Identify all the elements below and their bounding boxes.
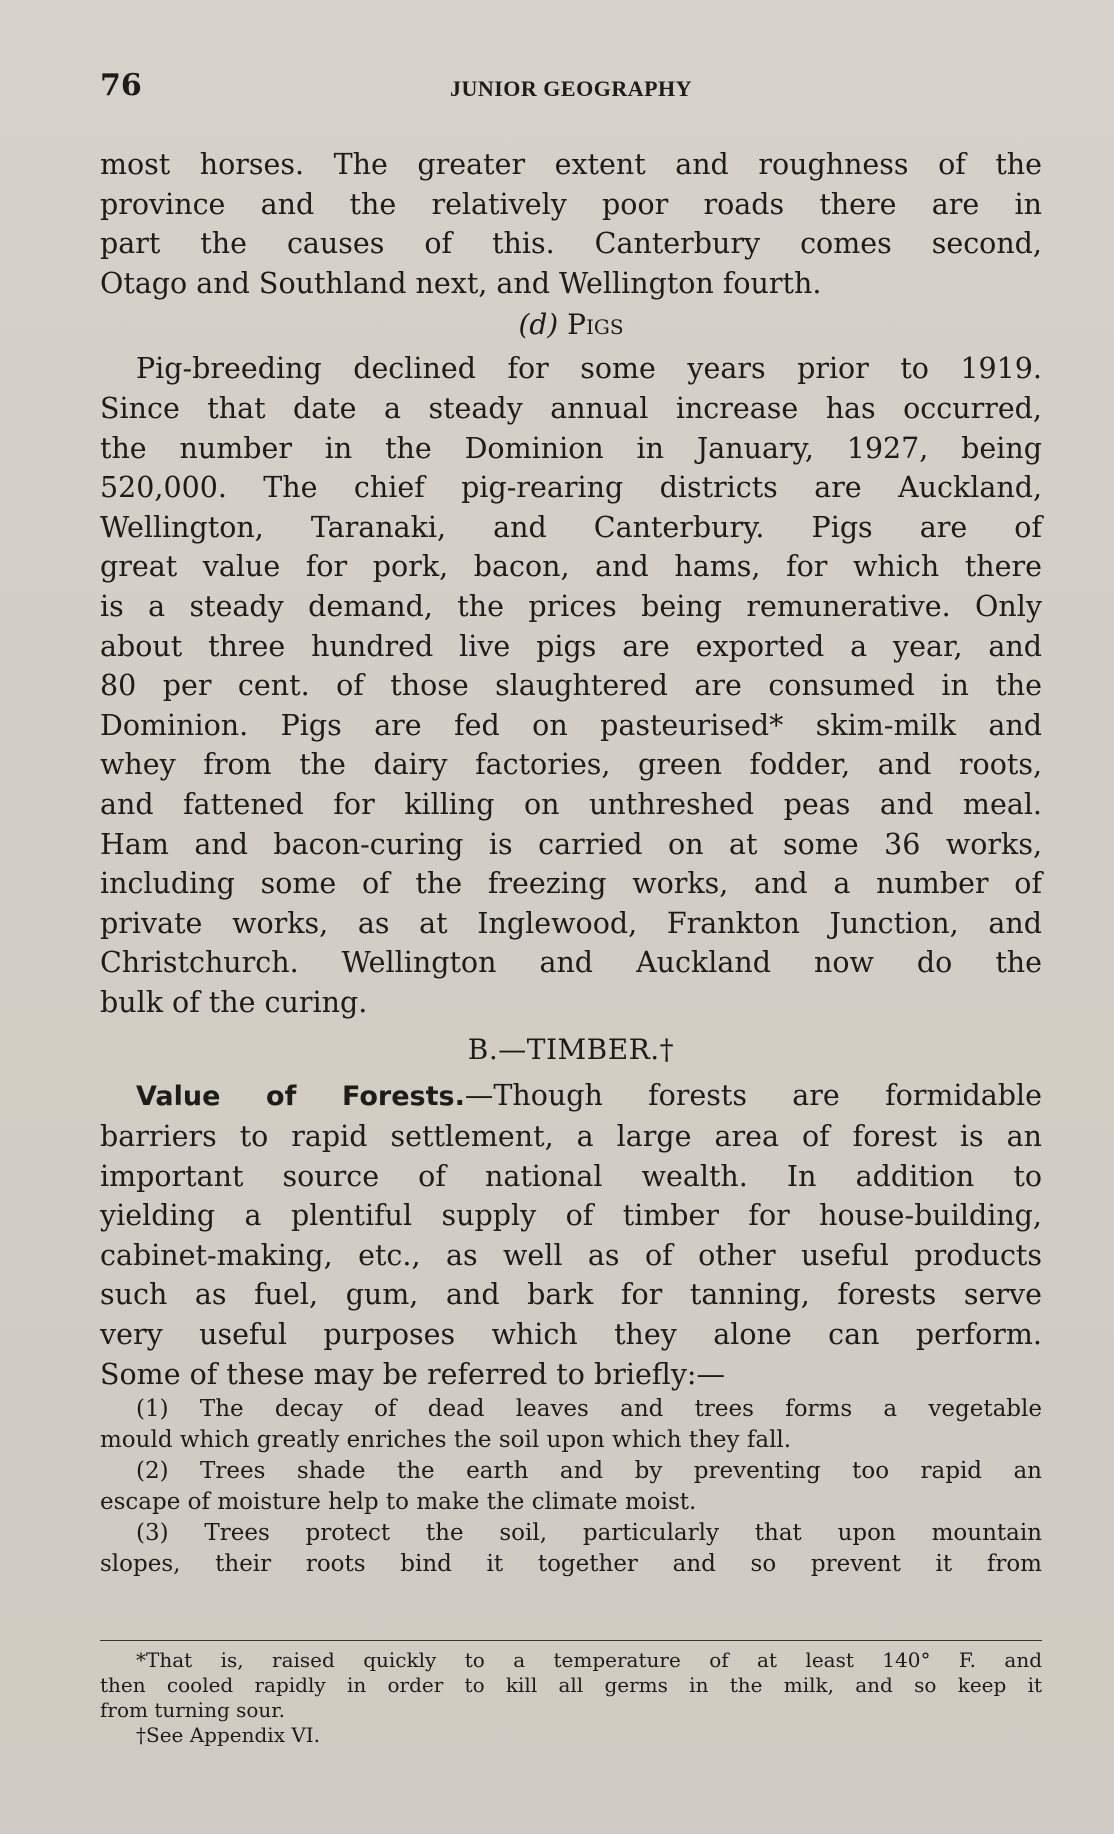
text-line: Since that date a steady annual increase has occurred, [100,391,1042,425]
text-line: private works, as at Inglewood, Frankton Junction, and [100,906,1042,940]
page-number: 76 [100,68,142,103]
text-line: whey from the dairy factories, green fodder, and roots, [100,748,1042,782]
timber-paragraph [100,1076,1042,1394]
text-line: Christchurch. Wellington and Auckland now do the [100,946,1042,980]
list-item: (1) The decay of dead leaves and trees forms a vegetable [136,1396,1042,1423]
footnote-line: then cooled rapidly in order to kill all germs in the milk, and so keep it [100,1673,1042,1697]
timber-heading: B.—TIMBER.† [467,1033,675,1067]
page-header [100,68,1042,112]
text-line: part the causes of this. Canterbury comes second, [100,227,1042,261]
text-line: including some of the freezing works, and a number of [100,867,1042,901]
footnote-dagger: †See Appendix VI. [136,1723,321,1747]
pigs-heading [100,305,1042,345]
value-of-forests-lead: Value of Forests. [136,1081,465,1113]
text-line: about three hundred live pigs are exported a year, and [100,629,1042,663]
text-line: very useful purposes which they alone can perform. [100,1318,1042,1352]
pigs-heading-label: (d) [518,308,559,342]
text-line: and fattened for killing on unthreshed peas and meal. [100,787,1042,821]
list-item-continuation: escape of moisture help to make the climate moist. [100,1489,697,1516]
list-item-continuation: mould which greatly enriches the soil upon which they fall. [100,1427,792,1454]
opening-paragraph [100,145,1042,303]
list-item-continuation: slopes, their roots bind it together and so prevent it from [100,1551,1042,1578]
text-line: such as fuel, gum, and bark for tanning, forests serve [100,1278,1042,1312]
pigs-heading-word: Pigs [567,308,624,342]
body-text [100,145,1042,1580]
text-line: important source of national wealth. In addition to [100,1159,1042,1193]
text-line: cabinet-making, etc., as well as of other useful products [100,1238,1042,1272]
text-line: province and the relatively poor roads there are in [100,187,1042,221]
text-line: 80 per cent. of those slaughtered are consumed in the [100,669,1042,703]
pigs-paragraph [100,349,1042,1022]
text-line: barriers to rapid settlement, a large area of forest is an [100,1120,1042,1154]
footnote-divider [100,1640,1042,1641]
text-line: is a steady demand, the prices being remunerative. Only [100,589,1042,623]
text-line: yielding a plentiful supply of timber for house-building, [100,1199,1042,1233]
text-line: Ham and bacon-curing is carried on at some 36 works, [100,827,1042,861]
footnote-line: from turning sour. [100,1698,286,1722]
text-line [100,1076,1042,1117]
first-line-rest: —Though forests are formidable [464,1079,1042,1113]
footnotes [100,1648,1042,1748]
footnote-line: *That is, raised quickly to a temperature of at least 140° F. and [136,1648,1042,1672]
text-line: Otago and Southland next, and Wellington fourth. [100,266,822,300]
running-title: JUNIOR GEOGRAPHY [449,76,693,101]
text-line: great value for pork, bacon, and hams, for which there [100,550,1042,584]
list-item: (3) Trees protect the soil, particularly that upon mountain [136,1520,1042,1547]
text-line: Wellington, Taranaki, and Canterbury. Pigs are of [100,510,1042,544]
text-line: Dominion. Pigs are fed on pasteurised* skim-milk and [100,708,1042,742]
list-item: (2) Trees shade the earth and by preventing too rapid an [136,1458,1042,1485]
text-line: most horses. The greater extent and roughness of the [100,148,1042,181]
text-line: 520,000. The chief pig-rearing districts are Auckland, [100,471,1042,505]
text-line: Pig-breeding declined for some years prior to 1919. [136,352,1042,386]
text-line: bulk of the curing. [100,985,368,1019]
forest-purposes-list [100,1394,1042,1580]
text-line: Some of these may be referred to briefly:— [100,1357,726,1391]
text-line: the number in the Dominion in January, 1927, being [100,431,1042,465]
